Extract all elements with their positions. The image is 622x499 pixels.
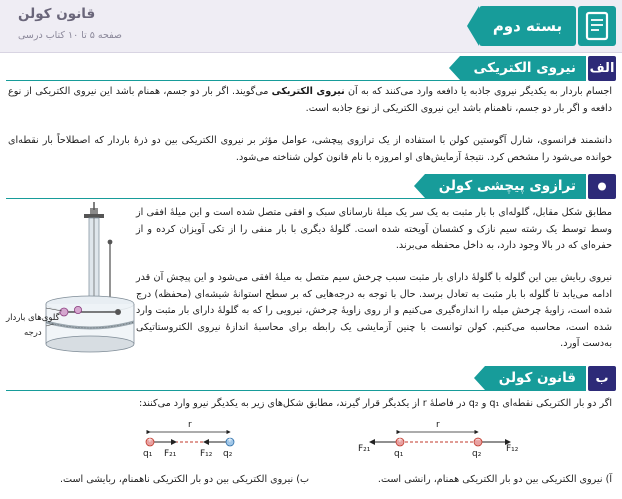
- section-a-paragraph-2: دانشمند فرانسوی، شارل آگوستین کولن با استفاده از یک ترازوی پیچشی، عوامل مؤثر بر نیروی الکتریکی بین دو ذرهٔ باردار که اصطلاحاً بار نقطه‌ای خوانده می‌شود را مشخص کرد. نتیجهٔ آزمایش‌های او امروزه با نام قانون کولن شناخته می‌شود.: [8, 135, 612, 163]
- force-21-label: F₂₁: [164, 449, 177, 459]
- q1-label: q₁: [143, 449, 153, 459]
- torsion-balance-illustration: [6, 200, 136, 360]
- diagram-repulsion: [356, 420, 526, 464]
- page-title: قانون کولن: [18, 6, 96, 22]
- charged-balls-label: گلوی‌های باردار: [6, 313, 60, 323]
- section-torsion-paragraph-2: نیروی ربایش بین این گلوله با گلولهٔ دارای بار مثبت سبب چرخش سیم متصل به میلهٔ افقی می‌شود و این پیچش آن قدر ادامه می‌یابد تا گلوله با بار مثبت به تعادل برسد. حال با توجه به درجه‌هایی که بر سطح استوانهٔ شیشه‌ای (محفظه) درج شده است، زاویهٔ چرخش میله را اندازه‌گیری می‌کنیم و از روی زاویهٔ چرخش، نیرویی را که به گلولهٔ دارای بار مثبت وارد شده است، محاسبه می‌کنیم. کولن توانست با چنین آزمایشی یک رابطه برای محاسبهٔ اندازهٔ نیروی الکتروستاتیکی به‌دست آورد.: [136, 272, 612, 349]
- q2-label: q₂: [472, 449, 482, 459]
- caption-attraction: ب) نیروی الکتریکی بین دو بار الکتریکی ناهمنام، ربایشی است.: [60, 474, 309, 485]
- q1-sign: +: [397, 436, 403, 444]
- section-torsion-rule: [6, 198, 461, 199]
- section-torsion-title: ترازوی پیچشی کولن: [425, 174, 586, 199]
- diagram-attraction: [140, 420, 250, 464]
- page-subtitle: صفحه ۵ تا ۱۰ کتاب درسی: [18, 30, 122, 41]
- distance-label: r: [188, 420, 192, 430]
- book-icon: [578, 6, 616, 46]
- q2-sign: +: [227, 436, 233, 444]
- section-a-rule: [6, 80, 471, 81]
- q1-sign: +: [147, 436, 153, 444]
- section-b-letter: ب: [588, 366, 616, 391]
- q2-sign: −: [475, 436, 481, 444]
- section-b-title: قانون کولن: [485, 366, 586, 391]
- force-21-label: F₂₁: [358, 444, 371, 454]
- q2-label: q₂: [223, 449, 233, 459]
- section-a-letter: الف: [588, 56, 616, 81]
- section-a-paragraph-1: [8, 84, 612, 117]
- text-run: می‌گویند. اگر بار دو جسم، همنام باشد این نیروی الکتریکی از نوع دافعه و اگر بار دو جسم، ناهمنام باشد این نیروی الکتریکی از نوع جاذبه است.: [8, 86, 612, 114]
- key-term: نیروی الکتریکی: [271, 86, 345, 97]
- section-a-title: نیروی الکتریکی: [460, 56, 586, 81]
- section-torsion-letter: [588, 174, 616, 199]
- distance-label: r: [436, 420, 440, 430]
- force-12-label: F₁₂: [200, 449, 213, 459]
- section-torsion-paragraph-1: مطابق شکل مقابل، گلوله‌ای با بار مثبت به یک سر یک میلهٔ نارسانای سبک و افقی متصل شده است و این میلهٔ افقی از وسط توسط یک رشته سیم نازک و کشسان آویخته شده است. گلولهٔ دیگری با بار منفی را از تکی آویزان کرده و از حفره‌ای که در بالا وجود دارد، به داخل محفظه می‌برند.: [136, 207, 612, 251]
- degree-label: درجه: [24, 328, 42, 338]
- caption-repulsion: آ) نیروی الکتریکی بین دو بار الکتریکی همنام، رانشی است.: [377, 474, 612, 485]
- q1-label: q₁: [394, 449, 404, 459]
- package-tag: بسته دوم: [479, 6, 576, 46]
- page-header: [0, 0, 622, 53]
- text-run: اجسام باردار به یکدیگر نیروی جاذبه یا دافعه وارد می‌کنند که به آن: [344, 86, 612, 97]
- section-b-intro: اگر دو بار الکتریکی نقطه‌ای q₁ و q₂ در فاصلهٔ r از یکدیگر قرار گیرند، مطابق شکل‌های زیر به یکدیگر نیرو وارد می‌کنند:: [139, 398, 612, 409]
- force-12-label: F₁₂: [506, 444, 519, 454]
- section-b-rule: [6, 390, 496, 391]
